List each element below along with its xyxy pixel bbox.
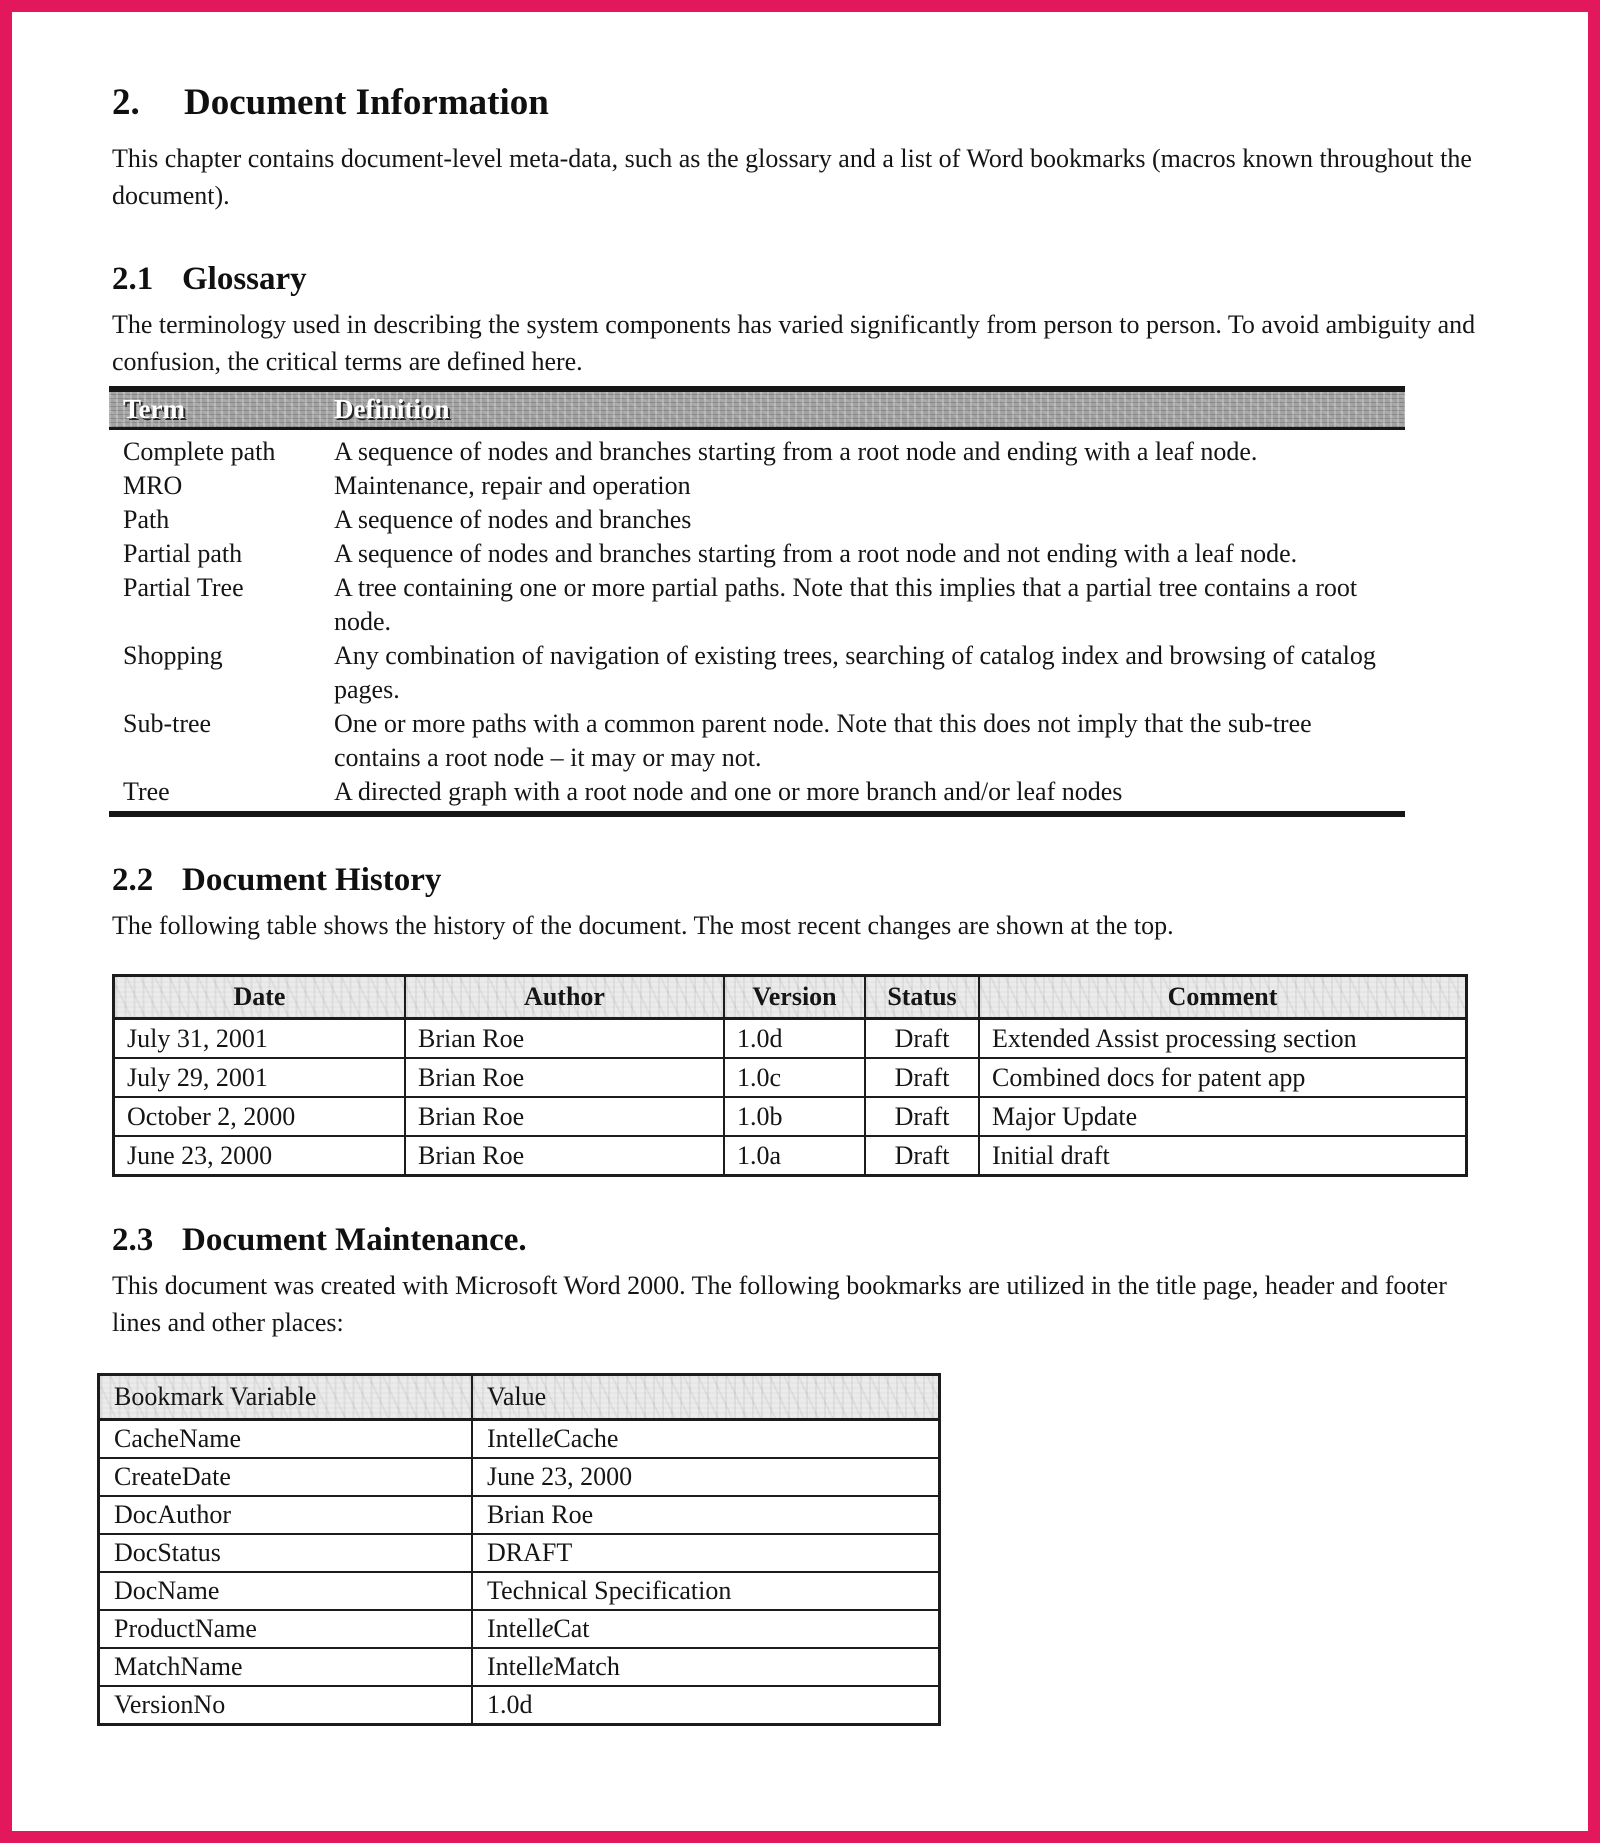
glossary-definition: A sequence of nodes and branches bbox=[334, 505, 692, 534]
history-row bbox=[114, 1136, 1467, 1176]
history-cell-date: June 23, 2000 bbox=[114, 1136, 406, 1176]
glossary-definition: Any combination of navigation of existing trees, searching of catalog index and browsing of catalog pages. bbox=[334, 641, 1376, 704]
bookmark-value-italic-e: e bbox=[541, 1614, 554, 1643]
history-row bbox=[114, 1097, 1467, 1136]
bookmark-value: 1.0d bbox=[472, 1686, 940, 1725]
bookmark-variable: CacheName bbox=[99, 1420, 473, 1459]
glossary-header-term: Term bbox=[123, 394, 185, 424]
history-section-title: Document History bbox=[182, 862, 442, 898]
bookmark-variable: DocName bbox=[99, 1572, 473, 1610]
glossary-heading bbox=[112, 260, 1502, 298]
glossary-header-definition: Definition bbox=[334, 394, 450, 424]
history-col-date: Date bbox=[114, 976, 406, 1019]
bookmark-row bbox=[99, 1648, 940, 1686]
glossary-term: Complete path bbox=[123, 437, 276, 466]
history-cell-author: Brian Roe bbox=[405, 1136, 724, 1176]
section-document-information bbox=[112, 82, 1502, 214]
chapter-heading bbox=[112, 82, 1502, 124]
history-col-comment: Comment bbox=[979, 976, 1467, 1019]
glossary-table-body bbox=[109, 430, 1405, 811]
bookmark-header-value: Value bbox=[472, 1375, 940, 1420]
glossary-row bbox=[109, 571, 1405, 639]
glossary-term: Partial path bbox=[123, 539, 243, 568]
history-cell-status: Draft bbox=[865, 1097, 979, 1136]
glossary-definition: One or more paths with a common parent node. Note that this does not imply that the sub-tree contains a root node – it may or may not. bbox=[334, 709, 1312, 772]
chapter-intro-paragraph: This chapter contains document-level meta-data, such as the glossary and a list of Word bookmarks (macros known throughout the document). bbox=[112, 144, 1472, 210]
bookmark-table-body bbox=[99, 1420, 940, 1725]
bookmark-value bbox=[472, 1420, 940, 1459]
glossary-row bbox=[109, 639, 1405, 707]
bookmark-row bbox=[99, 1610, 940, 1648]
glossary-term: Path bbox=[123, 505, 170, 534]
history-col-author: Author bbox=[405, 976, 724, 1019]
bookmark-value-suffix: Match bbox=[553, 1652, 620, 1681]
bookmark-row bbox=[99, 1420, 940, 1459]
bookmark-value-prefix: Intell bbox=[487, 1424, 542, 1453]
history-cell-version: 1.0a bbox=[724, 1136, 865, 1176]
history-cell-status: Draft bbox=[865, 1019, 979, 1059]
section-document-history bbox=[112, 861, 1502, 1177]
section-glossary bbox=[112, 260, 1502, 817]
bookmark-value: DRAFT bbox=[472, 1534, 940, 1572]
glossary-row bbox=[109, 435, 1405, 469]
history-cell-author: Brian Roe bbox=[405, 1097, 724, 1136]
history-row bbox=[114, 1058, 1467, 1097]
bookmark-row bbox=[99, 1572, 940, 1610]
glossary-row bbox=[109, 537, 1405, 571]
glossary-section-number: 2.1 bbox=[112, 261, 154, 297]
history-cell-author: Brian Roe bbox=[405, 1058, 724, 1097]
glossary-intro-paragraph: The terminology used in describing the system components has varied significantly from person to person. To avoid ambiguity and confusion, the critical terms are defined here. bbox=[112, 310, 1476, 376]
bookmark-row bbox=[99, 1496, 940, 1534]
bookmark-variable: DocStatus bbox=[99, 1534, 473, 1572]
history-table-body bbox=[114, 1019, 1467, 1176]
glossary-table-header bbox=[109, 386, 1405, 430]
bookmark-variable: DocAuthor bbox=[99, 1496, 473, 1534]
glossary-row bbox=[109, 503, 1405, 537]
history-section-number: 2.2 bbox=[112, 862, 154, 898]
document-history-table bbox=[112, 974, 1468, 1177]
history-col-status: Status bbox=[865, 976, 979, 1019]
bookmark-variable: MatchName bbox=[99, 1648, 473, 1686]
bookmark-variable: ProductName bbox=[99, 1610, 473, 1648]
bookmark-row bbox=[99, 1458, 940, 1496]
bookmark-value: Technical Specification bbox=[472, 1572, 940, 1610]
bookmark-value-prefix: Intell bbox=[487, 1652, 542, 1681]
history-cell-status: Draft bbox=[865, 1136, 979, 1176]
glossary-term: Shopping bbox=[123, 641, 223, 670]
glossary-row bbox=[109, 469, 1405, 503]
history-cell-version: 1.0d bbox=[724, 1019, 865, 1059]
glossary-section-title: Glossary bbox=[182, 261, 307, 297]
history-cell-comment: Extended Assist processing section bbox=[979, 1019, 1467, 1059]
history-cell-date: July 31, 2001 bbox=[114, 1019, 406, 1059]
maintenance-section-title: Document Maintenance. bbox=[182, 1222, 527, 1258]
bookmark-value-italic-e: e bbox=[541, 1424, 554, 1453]
bookmark-value-prefix: Intell bbox=[487, 1614, 542, 1643]
bookmark-value-suffix: Cat bbox=[553, 1614, 590, 1643]
glossary-row bbox=[109, 707, 1405, 775]
history-cell-version: 1.0b bbox=[724, 1097, 865, 1136]
glossary-definition: A tree containing one or more partial paths. Note that this implies that a partial tree contains a root node. bbox=[334, 573, 1358, 636]
glossary-definition: Maintenance, repair and operation bbox=[334, 471, 691, 500]
chapter-title: Document Information bbox=[184, 82, 549, 123]
bookmark-value: June 23, 2000 bbox=[472, 1458, 940, 1496]
bookmark-variable: VersionNo bbox=[99, 1686, 473, 1725]
history-intro-paragraph: The following table shows the history of the document. The most recent changes are shown at the top. bbox=[112, 911, 1174, 940]
history-cell-date: October 2, 2000 bbox=[114, 1097, 406, 1136]
bookmark-variables-table bbox=[97, 1373, 941, 1726]
history-cell-version: 1.0c bbox=[724, 1058, 865, 1097]
history-cell-comment: Major Update bbox=[979, 1097, 1467, 1136]
bookmark-table-header bbox=[99, 1375, 940, 1420]
glossary-term: Partial Tree bbox=[123, 573, 244, 602]
section-document-maintenance bbox=[112, 1221, 1502, 1726]
glossary-term: Tree bbox=[123, 777, 170, 806]
glossary-definition: A sequence of nodes and branches starting from a root node and not ending with a leaf node. bbox=[334, 539, 1298, 568]
history-cell-comment: Initial draft bbox=[979, 1136, 1467, 1176]
maintenance-section-number: 2.3 bbox=[112, 1222, 154, 1258]
bookmark-value bbox=[472, 1648, 940, 1686]
history-row bbox=[114, 1019, 1467, 1059]
history-cell-date: July 29, 2001 bbox=[114, 1058, 406, 1097]
glossary-term: MRO bbox=[123, 471, 183, 500]
glossary-definition: A sequence of nodes and branches starting from a root node and ending with a leaf node. bbox=[334, 437, 1258, 466]
history-table-header bbox=[114, 976, 1467, 1019]
glossary-row bbox=[109, 775, 1405, 809]
bookmark-value bbox=[472, 1610, 940, 1648]
bookmark-value-suffix: Cache bbox=[553, 1424, 619, 1453]
bookmark-value: Brian Roe bbox=[472, 1496, 940, 1534]
maintenance-heading bbox=[112, 1221, 1502, 1259]
history-cell-author: Brian Roe bbox=[405, 1019, 724, 1059]
chapter-number: 2. bbox=[112, 82, 140, 123]
bookmark-row bbox=[99, 1534, 940, 1572]
glossary-term: Sub-tree bbox=[123, 709, 212, 738]
bookmark-row bbox=[99, 1686, 940, 1725]
history-cell-comment: Combined docs for patent app bbox=[979, 1058, 1467, 1097]
glossary-table bbox=[109, 386, 1405, 817]
bookmark-header-variable: Bookmark Variable bbox=[99, 1375, 473, 1420]
glossary-definition: A directed graph with a root node and one or more branch and/or leaf nodes bbox=[334, 777, 1123, 806]
maintenance-intro-paragraph: This document was created with Microsoft Word 2000. The following bookmarks are utilized in the title page, header and footer lines and other places: bbox=[112, 1271, 1447, 1337]
bookmark-variable: CreateDate bbox=[99, 1458, 473, 1496]
history-col-version: Version bbox=[724, 976, 865, 1019]
history-heading bbox=[112, 861, 1502, 899]
bookmark-value-italic-e: e bbox=[541, 1652, 554, 1681]
page-content bbox=[12, 12, 1588, 1762]
history-cell-status: Draft bbox=[865, 1058, 979, 1097]
